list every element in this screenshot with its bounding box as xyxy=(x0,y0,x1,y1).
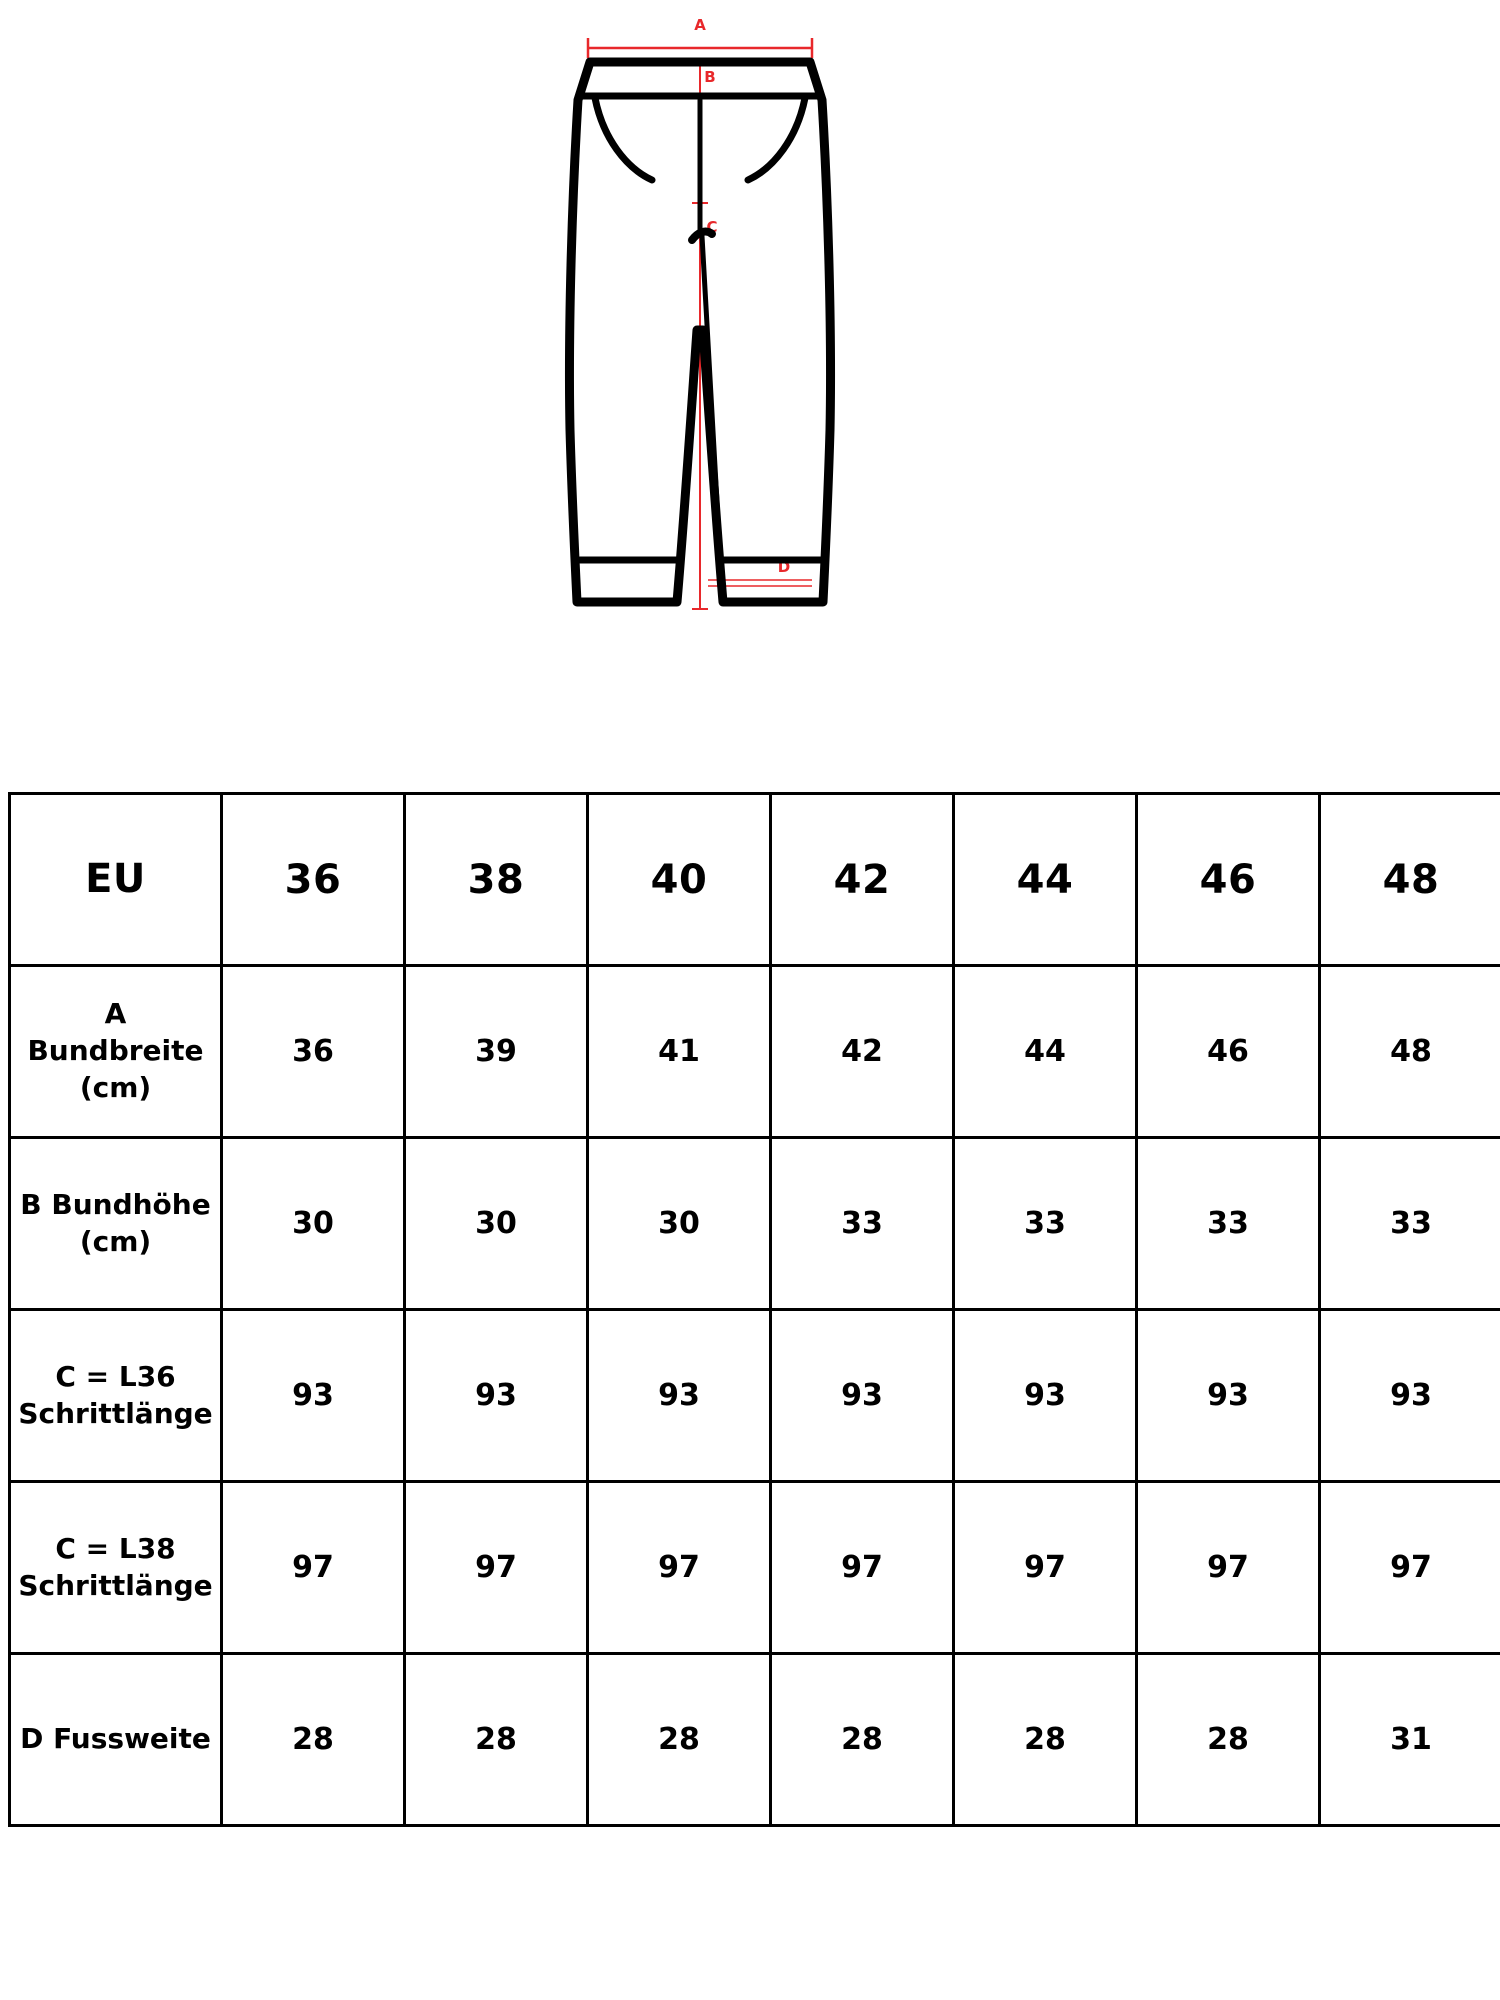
header-cell-size-40: 40 xyxy=(588,794,771,966)
dimension-label-d: D xyxy=(777,558,791,576)
dimension-label-b: B xyxy=(704,68,716,86)
cell-cl36-46: 93 xyxy=(1137,1310,1320,1482)
cell-cl38-36: 97 xyxy=(222,1482,405,1654)
cell-a-44: 44 xyxy=(954,966,1137,1138)
cell-cl36-40: 93 xyxy=(588,1310,771,1482)
cell-a-36: 36 xyxy=(222,966,405,1138)
table-row xyxy=(10,1654,1500,1826)
dimension-label-a: A xyxy=(694,16,706,34)
cell-d-46: 28 xyxy=(1137,1654,1320,1826)
header-cell-size-48: 48 xyxy=(1320,794,1500,966)
cell-b-42: 33 xyxy=(771,1138,954,1310)
cell-b-36: 30 xyxy=(222,1138,405,1310)
trouser-technical-drawing xyxy=(540,0,960,700)
row-label-c-l36-schrittlaenge: C = L36 Schrittlänge xyxy=(10,1310,222,1482)
table-row xyxy=(10,1310,1500,1482)
row-label-d-fussweite: D Fussweite xyxy=(10,1654,222,1826)
cell-a-42: 42 xyxy=(771,966,954,1138)
cell-b-44: 33 xyxy=(954,1138,1137,1310)
row-label-b-bundhoehe: B Bundhöhe (cm) xyxy=(10,1138,222,1310)
cell-d-42: 28 xyxy=(771,1654,954,1826)
cell-b-40: 30 xyxy=(588,1138,771,1310)
row-label-a-bundbreite: A Bundbreite (cm) xyxy=(10,966,222,1138)
header-cell-size-46: 46 xyxy=(1137,794,1320,966)
cell-d-44: 28 xyxy=(954,1654,1137,1826)
cell-cl36-44: 93 xyxy=(954,1310,1137,1482)
table-row xyxy=(10,1482,1500,1654)
size-chart-table-container xyxy=(8,792,1500,1827)
header-cell-size-36: 36 xyxy=(222,794,405,966)
table-header-row xyxy=(10,794,1500,966)
cell-b-46: 33 xyxy=(1137,1138,1320,1310)
cell-d-36: 28 xyxy=(222,1654,405,1826)
cell-cl36-42: 93 xyxy=(771,1310,954,1482)
cell-b-38: 30 xyxy=(405,1138,588,1310)
cell-cl36-48: 93 xyxy=(1320,1310,1500,1482)
dimension-a-bracket xyxy=(588,38,812,58)
cell-cl38-42: 97 xyxy=(771,1482,954,1654)
header-cell-eu: EU xyxy=(10,794,222,966)
cell-a-40: 41 xyxy=(588,966,771,1138)
header-cell-size-44: 44 xyxy=(954,794,1137,966)
cell-d-38: 28 xyxy=(405,1654,588,1826)
cell-d-40: 28 xyxy=(588,1654,771,1826)
cell-cl38-40: 97 xyxy=(588,1482,771,1654)
table-row xyxy=(10,1138,1500,1310)
cell-cl36-38: 93 xyxy=(405,1310,588,1482)
cell-cl38-44: 97 xyxy=(954,1482,1137,1654)
diagram-area xyxy=(0,0,1500,760)
cell-cl36-36: 93 xyxy=(222,1310,405,1482)
header-cell-size-42: 42 xyxy=(771,794,954,966)
cell-b-48: 33 xyxy=(1320,1138,1500,1310)
dimension-label-c: C xyxy=(706,218,718,236)
table-row xyxy=(10,966,1500,1138)
cell-d-48: 31 xyxy=(1320,1654,1500,1826)
cell-cl38-48: 97 xyxy=(1320,1482,1500,1654)
cell-a-38: 39 xyxy=(405,966,588,1138)
size-chart-table xyxy=(8,792,1500,1827)
header-cell-size-38: 38 xyxy=(405,794,588,966)
cell-cl38-46: 97 xyxy=(1137,1482,1320,1654)
cell-cl38-38: 97 xyxy=(405,1482,588,1654)
cell-a-48: 48 xyxy=(1320,966,1500,1138)
cell-a-46: 46 xyxy=(1137,966,1320,1138)
row-label-c-l38-schrittlaenge: C = L38 Schrittlänge xyxy=(10,1482,222,1654)
